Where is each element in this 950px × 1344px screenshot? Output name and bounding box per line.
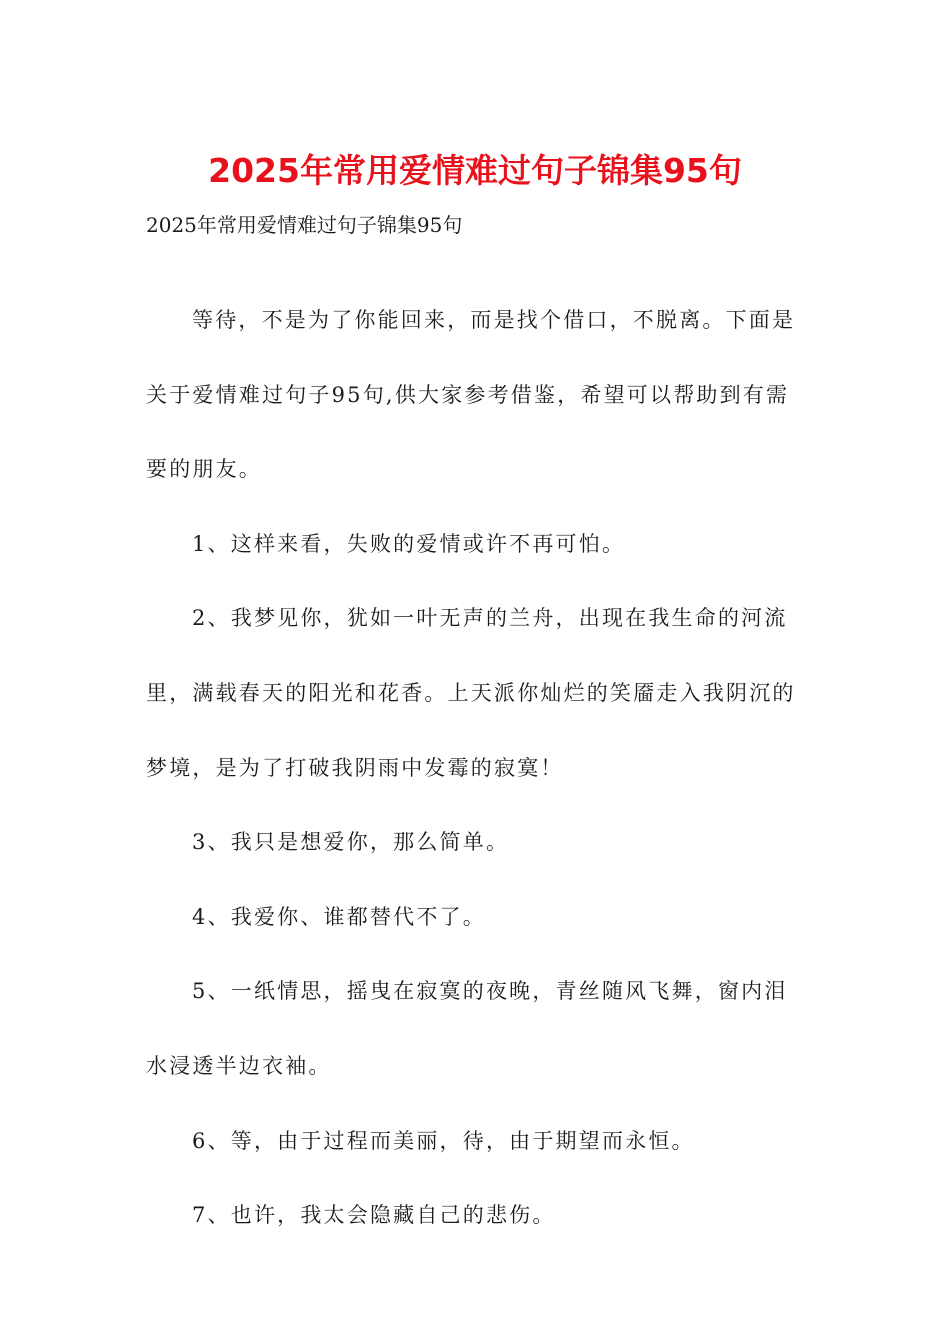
paragraph-item-4: 4、我爱你、谁都替代不了。 — [192, 904, 486, 929]
document-title: 2025年常用爱情难过句子锦集95句 — [208, 151, 742, 190]
paragraph-item-2: 2、我梦见你，犹如一叶无声的兰舟，出现在我生命的河流里，满载春天的阳光和花香。上天派你灿烂的笑靥走入我阴沉的梦境，是为了打破我阴雨中发霉的寂寞！ — [146, 606, 796, 780]
paragraph-intro: 等待，不是为了你能回来，而是找个借口，不脱离。下面是关于爱情难过句子95句,供大家参考借鉴，希望可以帮助到有需要的朋友。 — [146, 308, 796, 482]
document-subtitle: 2025年常用爱情难过句子锦集95句 — [146, 213, 463, 237]
paragraph-item-3: 3、我只是想爱你，那么简单。 — [192, 830, 510, 855]
document-body — [146, 283, 806, 1253]
paragraph-item-7: 7、也许，我太会隐藏自己的悲伤。 — [192, 1203, 556, 1228]
paragraph-item-5: 5、一纸情思，摇曳在寂寞的夜晚，青丝随风飞舞，窗内泪水浸透半边衣袖。 — [146, 979, 788, 1078]
paragraph-item-6: 6、等，由于过程而美丽，待，由于期望而永恒。 — [192, 1128, 695, 1153]
paragraph-item-1: 1、这样来看，失败的爱情或许不再可怕。 — [192, 531, 626, 556]
